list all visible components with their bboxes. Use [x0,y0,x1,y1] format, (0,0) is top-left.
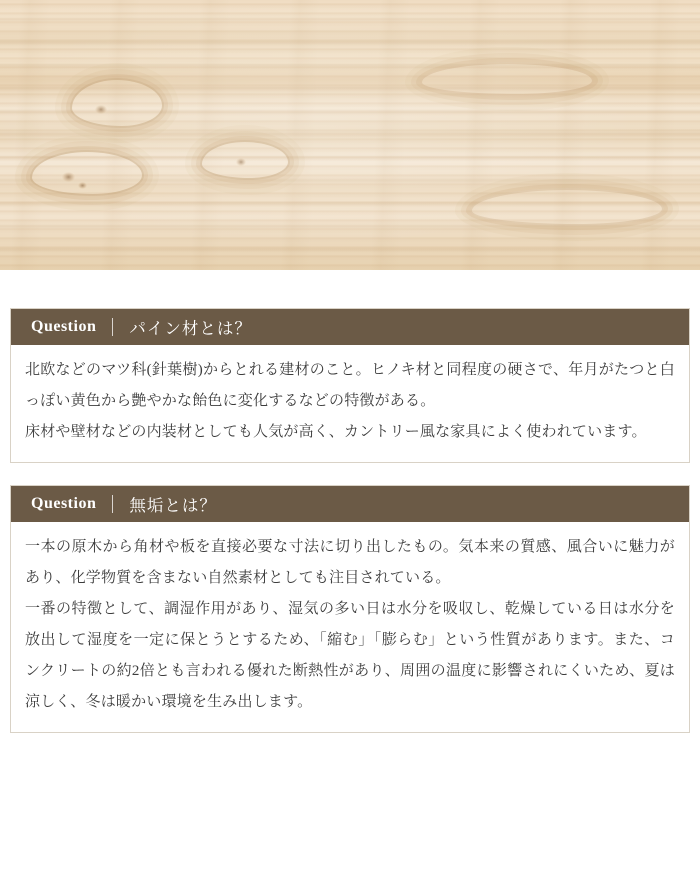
answer-paragraph: 北欧などのマツ科(針葉樹)からとれる建材のこと。ヒノキ材と同程度の硬さで、年月がたつと白っぽい黄色から艶やかな飴色に変化するなどの特徴がある。 [25,362,675,409]
header-divider [112,318,113,336]
qa-card-body [11,345,689,462]
question-title: パイン材とは？ [129,319,252,338]
qa-card-header [11,486,689,522]
qa-card-body [11,522,689,732]
qa-card-header [11,309,689,345]
question-badge: Question [31,318,97,335]
answer-paragraph: 床材や壁材などの内装材としても人気が高く、カントリー風な家具によく使われています。 [25,424,647,440]
question-title: 無垢とは？ [129,496,217,515]
answer-paragraph: 一番の特徴として、調湿作用があり、湿気の多い日は水分を吸収し、乾燥している日は水分を放出して湿度を一定に保とうとするため、「縮む」「膨らむ」という性質があります。また、コンクリートの約2倍とも言われる優れた断熱性があり、周囲の温度に影響されにくいため、夏は涼しく、冬は暖かい環境を生み出します。 [25,601,675,710]
pine-wood-hero-image [0,0,700,270]
header-divider [112,495,113,513]
qa-card [10,485,690,733]
question-badge: Question [31,495,97,512]
answer-paragraph: 一本の原木から角材や板を直接必要な寸法に切り出したもの。気本来の質感、風合いに魅力があり、化学物質を含まない自然素材としても注目されている。 [25,539,675,586]
qa-card [10,308,690,463]
wood-highlight-overlay [0,0,700,270]
